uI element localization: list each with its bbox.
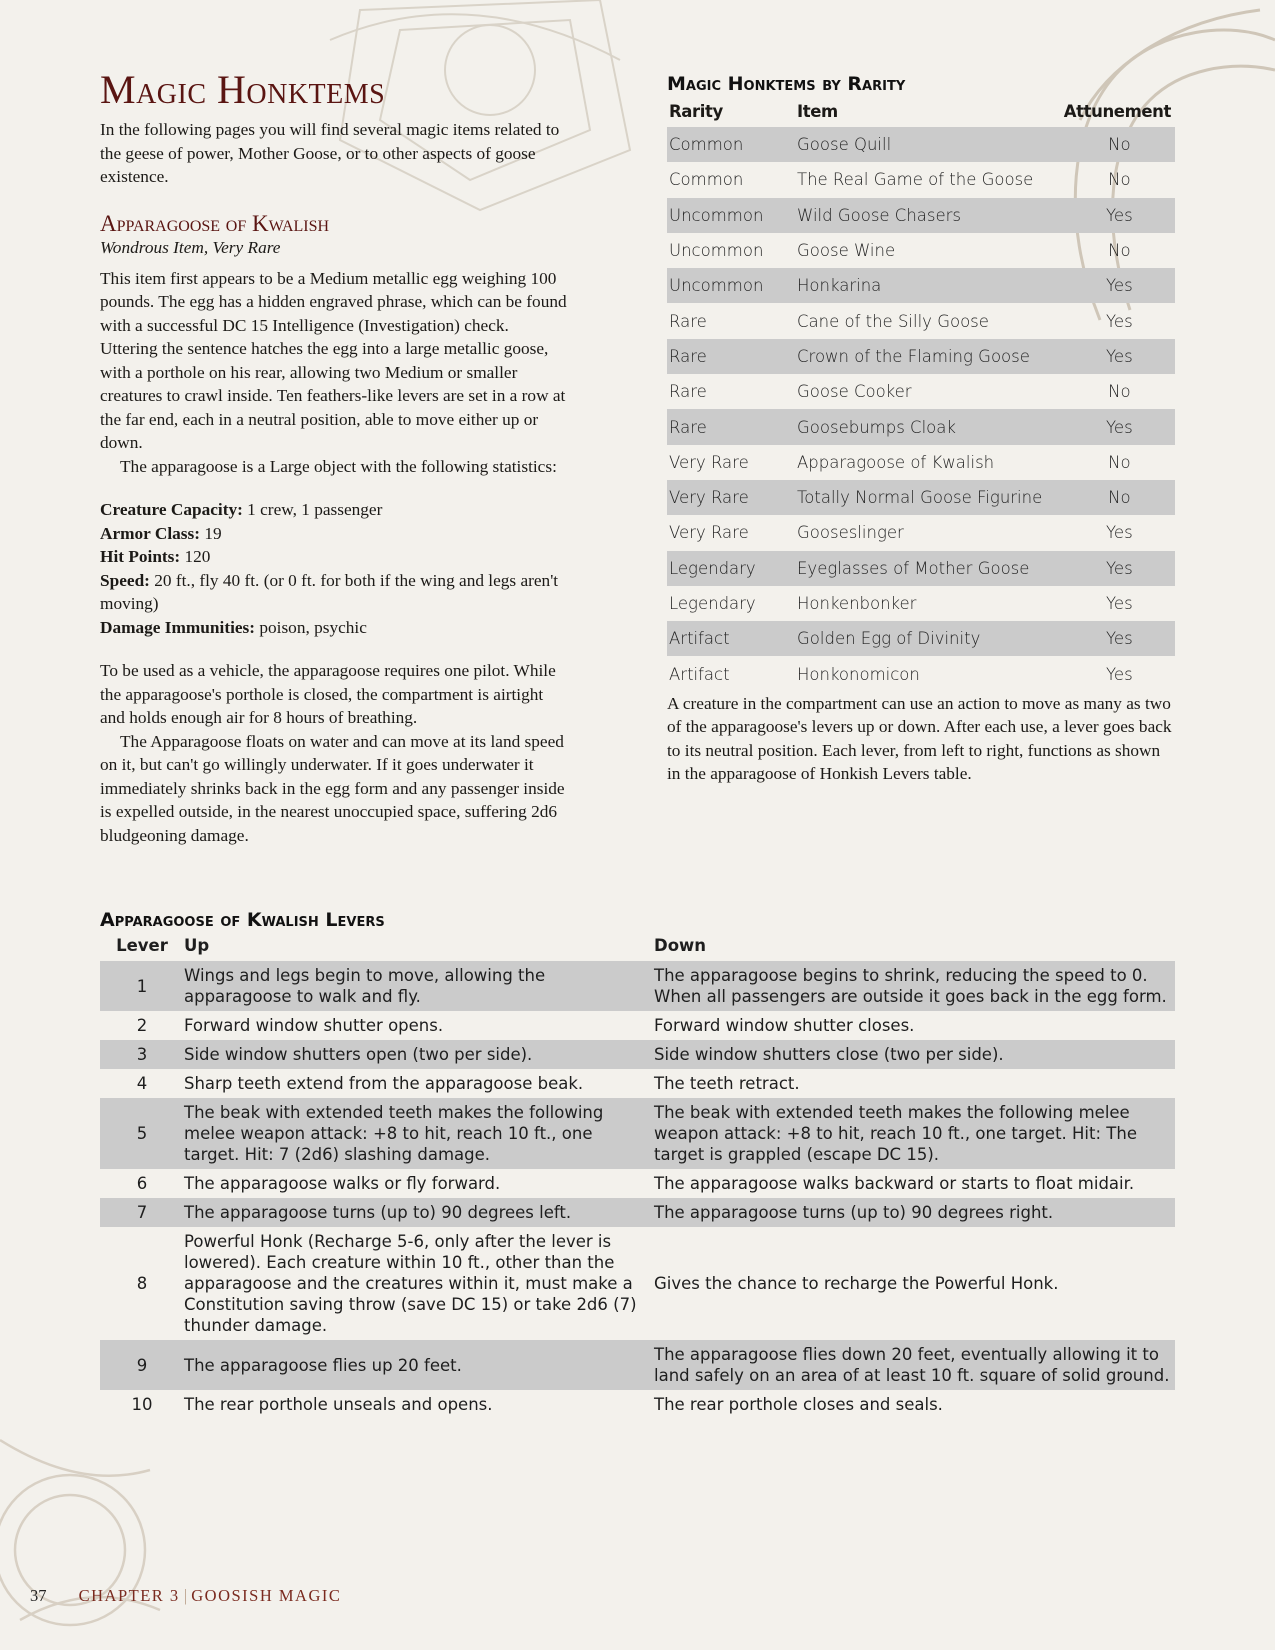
item-cell: The Real Game of the Goose [797, 170, 1034, 190]
lever-number-cell: 3 [100, 1040, 184, 1069]
lever-down-cell: Forward window shutter closes. [654, 1016, 915, 1035]
lever-table-row [100, 1069, 1175, 1098]
item-subtitle: Wondrous Item, Very Rare [100, 237, 281, 257]
rarity-cell: Very Rare [669, 523, 749, 543]
lever-up-cell: Wings and legs begin to move, allowing the apparagoose to walk and fly. [184, 961, 654, 1011]
lever-up-cell: The beak with extended teeth makes the following melee weapon attack: +8 to hit, reach 10 ft., one target. Hit: 7 (2d6) slashing damage. [184, 1098, 654, 1169]
rarity-table-row [667, 551, 1175, 586]
rarity-cell: Very Rare [667, 480, 795, 515]
left-column [100, 68, 570, 847]
attunement-cell: No [1108, 170, 1131, 190]
rarity-table-row [667, 268, 1175, 303]
lever-number-cell: 7 [100, 1198, 184, 1227]
stat-armor-class: Armor Class: 19 [100, 523, 222, 543]
lever-down-cell: Gives the chance to recharge the Powerful Honk. [654, 1274, 1059, 1293]
item-cell: Golden Egg of Divinity [795, 621, 1062, 656]
attunement-cell: No [1062, 480, 1175, 515]
lever-usage-paragraph: A creature in the compartment can use an action to move as many as two of the apparagoose's levers up or down. After each use, a lever goes back to its neutral position. Each lever, from left to right, functions as shown in the apparagoose of Honkish Levers table. [667, 693, 1172, 784]
lever-number-cell: 10 [131, 1395, 153, 1414]
lever-up-cell: The apparagoose walks or fly forward. [184, 1174, 501, 1193]
sun-flourish-decoration [0, 1380, 200, 1650]
lever-up-cell: Forward window shutter opens. [184, 1016, 444, 1035]
rarity-cell: Rare [669, 382, 707, 402]
item-heading: Apparagoose of Kwalish [100, 210, 330, 236]
rarity-table-row [667, 198, 1175, 233]
lever-number-cell: 6 [136, 1174, 148, 1193]
rarity-cell: Legendary [669, 594, 756, 613]
lever-table-body [100, 961, 1175, 1419]
lever-up-cell: Powerful Honk (Recharge 5-6, only after the lever is lowered). Each creature within 10 ft., other than the apparagoose and the creatures within it, must make a Constitution saving throw (save DC 15) or take 2d6 (7) thunder damage. [184, 1232, 637, 1335]
item-cell: Apparagoose of Kwalish [797, 452, 995, 472]
lever-table-row [100, 1340, 1175, 1390]
item-cell: Goose Wine [797, 241, 896, 261]
stat-damage-immunities: Damage Immunities: poison, psychic [100, 617, 367, 637]
lever-table-row [100, 1198, 1175, 1227]
header-rarity: Rarity [669, 102, 723, 121]
intro-paragraph: In the following pages you will find several magic items related to the geese of power, Mother Goose, or to other aspects of goose existence. [100, 120, 560, 186]
attunement-cell: Yes [1062, 551, 1175, 586]
lever-up-cell: Side window shutters open (two per side). [184, 1040, 654, 1069]
item-description-4: The Apparagoose floats on water and can move at its land speed on it, but can't go willingly underwater. If it goes underwater it immediately shrinks back in the egg form and any passenger inside is expelled outside, in the nearest unoccupied space, suffering 2d6 bludgeoning damage. [100, 731, 565, 845]
stat-block [100, 498, 570, 639]
levers-section [100, 908, 1175, 1419]
lever-table-row [100, 1098, 1175, 1169]
attunement-cell: No [1108, 241, 1131, 261]
stat-hit-points: Hit Points: 120 [100, 547, 211, 566]
page-title: Magic Honktems [100, 67, 386, 112]
rarity-table-row [667, 409, 1175, 444]
header-attunement: Attunement [1063, 102, 1171, 121]
lever-down-cell: The apparagoose flies down 20 feet, eventually allowing it to land safely on an area of at least 10 ft. square of solid ground. [654, 1340, 1175, 1390]
lever-table-row [100, 1011, 1175, 1040]
rarity-cell: Common [667, 127, 795, 162]
lever-table-title: Apparagoose of Kwalish Levers [100, 909, 385, 931]
lever-number-cell: 9 [100, 1340, 184, 1390]
rarity-table-row [667, 374, 1175, 409]
chapter-label: CHAPTER 3 [78, 1586, 180, 1605]
item-description-3: To be used as a vehicle, the apparagoose requires one pilot. While the apparagoose's porthole is closed, the compartment is airtight and holds enough air for 8 hours of breathing. [100, 661, 556, 727]
rarity-table [667, 100, 1175, 692]
item-description-1: This item first appears to be a Medium metallic egg weighing 100 pounds. The egg has a hidden engraved phrase, which can be found with a successful DC 15 Intelligence (Investigation) check. Uttering the sentence hatches the egg into a large metallic goose, with a porthole on his rear, allowing two Medium or smaller creatures to crawl inside. Ten feathers-like levers are set in a row at the far end, each in a neutral position, able to move either up or down. [100, 268, 567, 452]
stat-creature-capacity: Creature Capacity: 1 crew, 1 passenger [100, 500, 383, 519]
rarity-cell: Uncommon [667, 198, 795, 233]
attunement-cell: Yes [1106, 594, 1133, 613]
header-up: Up [184, 936, 210, 955]
lever-down-cell: The teeth retract. [654, 1074, 800, 1093]
rarity-cell: Uncommon [667, 268, 795, 303]
header-item: Item [797, 102, 838, 121]
attunement-cell: Yes [1062, 621, 1175, 656]
lever-table-row [100, 961, 1175, 1011]
item-cell: Wild Goose Chasers [795, 198, 1062, 233]
rarity-cell: Artifact [669, 664, 730, 684]
lever-table-row [100, 1390, 1175, 1419]
rarity-cell: Very Rare [669, 452, 749, 472]
rarity-table-row [667, 445, 1175, 480]
rarity-cell: Rare [667, 409, 795, 444]
rarity-table-row [667, 339, 1175, 374]
item-cell: Totally Normal Goose Figurine [795, 480, 1062, 515]
rarity-table-row [667, 621, 1175, 656]
item-description-2: The apparagoose is a Large object with the following statistics: [120, 456, 557, 476]
rarity-cell: Rare [667, 339, 795, 374]
lever-table-row [100, 1040, 1175, 1069]
lever-number-cell: 8 [136, 1274, 148, 1293]
rarity-table-row [667, 656, 1175, 691]
lever-down-cell: The apparagoose begins to shrink, reducing the speed to 0. When all passengers are outside it goes back in the egg form. [654, 961, 1175, 1011]
lever-table-row [100, 1227, 1175, 1340]
attunement-cell: Yes [1062, 198, 1175, 233]
attunement-cell: Yes [1106, 523, 1133, 543]
item-cell: Crown of the Flaming Goose [795, 339, 1062, 374]
lever-up-cell: The apparagoose turns (up to) 90 degrees left. [184, 1198, 654, 1227]
item-cell: Honkonomicon [797, 664, 920, 684]
item-cell: Goosebumps Cloak [795, 409, 1062, 444]
lever-down-cell: The apparagoose turns (up to) 90 degrees right. [654, 1198, 1175, 1227]
lever-number-cell: 4 [136, 1074, 148, 1093]
item-cell: Honkenbonker [797, 594, 917, 613]
lever-table-header [100, 934, 1175, 961]
rarity-table-row [667, 586, 1175, 621]
page-footer [30, 1586, 341, 1606]
lever-down-cell: The beak with extended teeth makes the following melee weapon attack: +8 to hit, reach 10 ft., one target. Hit: The target is grappled (escape DC 15). [654, 1098, 1175, 1169]
attunement-cell: No [1062, 127, 1175, 162]
item-cell: Honkarina [795, 268, 1062, 303]
rarity-table-title: Magic Honktems by Rarity [667, 73, 906, 95]
rarity-table-row [667, 480, 1175, 515]
rarity-cell: Artifact [667, 621, 795, 656]
item-cell: Goose Quill [795, 127, 1062, 162]
attunement-cell: Yes [1062, 409, 1175, 444]
attunement-cell: Yes [1106, 311, 1133, 331]
item-cell: Gooseslinger [797, 523, 904, 543]
section-label: GOOSISH MAGIC [191, 1586, 342, 1605]
right-column [667, 72, 1175, 786]
attunement-cell: Yes [1062, 339, 1175, 374]
footer-separator: | [183, 1586, 188, 1605]
header-lever: Lever [116, 936, 168, 955]
rarity-table-row [667, 233, 1175, 268]
lever-table-row [100, 1169, 1175, 1198]
lever-number-cell: 5 [100, 1098, 184, 1169]
rarity-cell: Legendary [667, 551, 795, 586]
lever-up-cell: Sharp teeth extend from the apparagoose beak. [184, 1074, 584, 1093]
rarity-cell: Rare [669, 311, 707, 331]
rarity-table-row [667, 303, 1175, 338]
lever-down-cell: The apparagoose walks backward or starts to float midair. [654, 1174, 1135, 1193]
rarity-table-row [667, 162, 1175, 197]
rarity-table-row [667, 515, 1175, 550]
rarity-table-header [667, 100, 1175, 127]
attunement-cell: Yes [1106, 664, 1133, 684]
header-down: Down [654, 936, 707, 955]
attunement-cell: Yes [1062, 268, 1175, 303]
rarity-cell: Uncommon [669, 241, 764, 261]
attunement-cell: No [1108, 382, 1131, 402]
item-cell: Eyeglasses of Mother Goose [795, 551, 1062, 586]
lever-down-cell: Side window shutters close (two per side). [654, 1040, 1175, 1069]
lever-table [100, 934, 1175, 1419]
lever-up-cell: The apparagoose flies up 20 feet. [184, 1340, 654, 1390]
lever-up-cell: The rear porthole unseals and opens. [184, 1395, 493, 1414]
rarity-table-body [667, 127, 1175, 692]
lever-down-cell: The rear porthole closes and seals. [654, 1395, 943, 1414]
stat-speed: Speed: 20 ft., fly 40 ft. (or 0 ft. for both if the wing and legs aren't moving) [100, 570, 559, 613]
item-cell: Cane of the Silly Goose [797, 311, 989, 331]
attunement-cell: No [1108, 452, 1131, 472]
item-cell: Goose Cooker [797, 382, 912, 402]
lever-number-cell: 2 [136, 1016, 148, 1035]
page-number: 37 [30, 1586, 47, 1605]
rarity-cell: Common [669, 170, 744, 190]
lever-number-cell: 1 [100, 961, 184, 1011]
rarity-table-row [667, 127, 1175, 162]
